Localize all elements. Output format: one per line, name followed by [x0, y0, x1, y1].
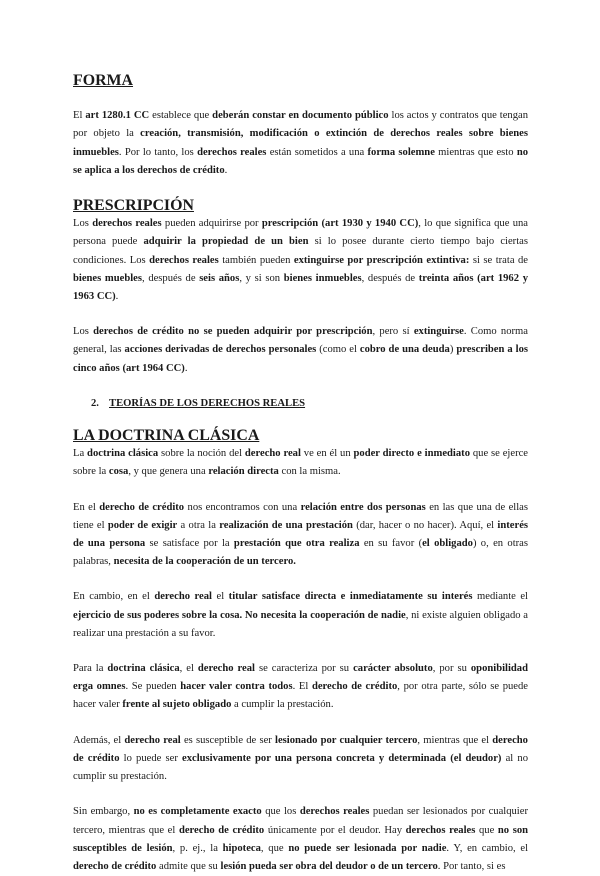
text-run: Sin embargo, — [73, 806, 134, 818]
bold-text-run: interés de una persona — [73, 519, 529, 550]
text-run: puedan ser lesionados por cualquier tercero, mientras que el — [73, 806, 528, 836]
bold-text-run: derechos reales — [149, 254, 219, 266]
heading-forma: FORMA — [73, 72, 134, 89]
bold-text-run: no se pueden adquirir por prescripción — [188, 326, 373, 338]
bold-text-run: relación directa — [208, 466, 279, 478]
bold-text-run: derechos reales — [299, 806, 370, 818]
bold-text-run: bienes inmuebles — [283, 272, 362, 284]
bold-text-run: poder de exigir — [107, 519, 178, 531]
text-run: , lo que significa que una persona puede — [73, 218, 529, 248]
text-run: Los — [73, 218, 93, 230]
bold-text-run: necesita de la cooperación de un tercero. — [113, 556, 296, 568]
text-run: ) o, en otras palabras, — [73, 538, 528, 568]
text-run: , por su — [432, 663, 471, 675]
bold-text-run: poder directo e inmediato — [353, 448, 470, 460]
text-run: , después de — [142, 272, 200, 284]
text-run: es susceptible de ser — [180, 734, 276, 746]
bold-text-run: doctrina clásica — [107, 663, 180, 675]
text-run: si lo posee durante cierto tiempo bajo ciertas condiciones. Los — [73, 236, 528, 266]
text-run: , y que genera una — [128, 466, 209, 478]
text-run: se caracteriza por su — [255, 663, 354, 675]
text-run: están sometidos a una — [266, 146, 368, 158]
text-run: al no cumplir su prestación. — [73, 752, 528, 783]
text-run: , p. ej., la — [172, 842, 223, 854]
text-run: El — [73, 110, 86, 122]
text-run: , que — [260, 842, 289, 854]
heading-prescripcion: PRESCRIPCIÓN — [73, 197, 194, 215]
text-run: En el — [73, 501, 100, 513]
bold-text-run: lesionado por cualquier tercero — [275, 734, 418, 746]
section-number: 2. — [91, 397, 99, 409]
paragraph-prescripcion-2 — [73, 323, 528, 378]
text-run: que los — [261, 806, 300, 818]
text-run: nos encontramos con una — [184, 501, 301, 513]
bold-text-run: titular satisface directa e inmediatamente su interés — [228, 591, 473, 603]
bold-text-run: creación, transmisión, modificación o extinción de derechos reales sobre bienes inmuebles — [73, 128, 528, 158]
bold-text-run: bienes muebles — [73, 272, 142, 284]
text-run: lo puede ser — [119, 752, 183, 764]
bold-text-run: extinguirse — [413, 326, 464, 338]
bold-text-run: derecho real — [124, 734, 181, 746]
paragraph-forma — [73, 107, 528, 180]
bold-text-run: extinguirse por prescripción extintiva: — [293, 254, 470, 266]
text-run: . — [224, 164, 228, 176]
bold-text-run: acciones derivadas de derechos personales — [124, 344, 317, 356]
bold-text-run: cobro de una deuda — [359, 344, 450, 356]
text-run: que — [475, 824, 498, 836]
bold-text-run: derecho de crédito — [311, 681, 398, 693]
text-run: ) — [449, 344, 457, 356]
text-run: , y si son — [239, 272, 284, 284]
text-run: a cumplir la prestación. — [231, 699, 334, 711]
heading-doctrina-clasica: LA DOCTRINA CLÁSICA — [73, 427, 260, 445]
text-run: Para la — [73, 663, 108, 675]
text-run: Además, el — [73, 734, 125, 746]
paragraph-doctrina-5 — [73, 732, 528, 787]
bold-text-run: ejercicio de sus poderes sobre la cosa. No necesita la cooperación de nadie — [73, 609, 406, 621]
text-run: , después de — [361, 272, 419, 284]
bold-text-run: forma solemne — [367, 146, 435, 158]
text-run: únicamente por el deudor. Hay — [264, 824, 406, 836]
text-run: a otra la — [177, 519, 220, 531]
text-run: en las que una de ellas tiene el — [73, 501, 528, 531]
bold-text-run: carácter absoluto — [353, 663, 433, 675]
bold-text-run: deberán constar en documento público — [212, 110, 389, 122]
text-run: establece que — [149, 110, 213, 122]
bold-text-run: derecho real — [244, 448, 301, 460]
bold-text-run: el obligado — [422, 538, 473, 550]
bold-text-run: derecho de crédito — [73, 734, 528, 764]
bold-text-run: hipoteca — [222, 842, 261, 854]
bold-text-run: lesión pueda ser obra del deudor o de un tercero — [220, 860, 438, 872]
text-run: Los — [73, 326, 94, 338]
text-run: . Y, en cambio, el — [446, 842, 529, 854]
text-run: . Como norma general, las — [73, 326, 528, 356]
text-run: En cambio, en el — [73, 591, 155, 603]
text-run: ve en él un — [300, 448, 354, 460]
text-run: admite que su — [156, 860, 221, 872]
text-run: el — [211, 591, 229, 603]
bold-text-run: adquirir la propiedad de un bien — [143, 236, 309, 248]
text-run: sobre la noción del — [158, 448, 245, 460]
bold-text-run: treinta años (art 1962 y 1963 CC) — [73, 272, 528, 303]
text-run: , ni existe alguien obligado a realizar una prestación a su favor. — [73, 609, 528, 639]
text-run: pueden adquirirse por — [161, 218, 262, 230]
bold-text-run: derecho real — [197, 663, 255, 675]
section-heading-2 — [73, 395, 528, 413]
text-run: . Por lo tanto, los — [118, 146, 198, 158]
text-run: . — [115, 291, 119, 303]
text-run: los actos y contratos que tengan por objeto la — [73, 110, 529, 140]
bold-text-run: derecho de crédito — [178, 824, 265, 836]
bold-text-run: prestación que otra realiza — [233, 538, 360, 550]
text-run: mediante el — [472, 591, 529, 603]
bold-text-run: prescripción (art 1930 y 1940 CC) — [261, 218, 419, 230]
text-run: . Se pueden — [125, 681, 181, 693]
paragraph-doctrina-6 — [73, 803, 528, 876]
bold-text-run: no es completamente exacto — [133, 806, 262, 818]
text-run: . El — [292, 681, 312, 693]
text-run: , pero sí — [372, 326, 414, 338]
text-run: mientras que esto — [434, 146, 517, 158]
text-run: , por otra parte, sólo se puede hacer valer — [73, 681, 528, 711]
paragraph-doctrina-2 — [73, 499, 528, 572]
bold-text-run: seis años — [199, 272, 240, 284]
bold-text-run: derechos reales — [197, 146, 267, 158]
bold-text-run: hacer valer contra todos — [180, 681, 293, 693]
bold-text-run: realización de una prestación — [219, 519, 353, 531]
section-title: TEORÍAS DE LOS DERECHOS REALES — [109, 397, 306, 409]
bold-text-run: derecho real — [154, 591, 212, 603]
bold-text-run: oponibilidad erga omnes — [73, 663, 528, 693]
text-run: en su favor ( — [359, 538, 423, 550]
text-run: se satisface por la — [145, 538, 234, 550]
text-run: (como el — [316, 344, 360, 356]
text-run: que se ejerce sobre la — [73, 448, 528, 478]
bold-text-run: art 1280.1 CC — [85, 110, 150, 122]
bold-text-run: derechos de crédito — [93, 326, 184, 338]
paragraph-prescripcion-1 — [73, 215, 528, 306]
text-run: , el — [179, 663, 198, 675]
bold-text-run: derechos reales — [405, 824, 476, 836]
bold-text-run: cosa — [108, 466, 129, 478]
bold-text-run: no son susceptibles de lesión — [73, 824, 529, 854]
text-run: con la misma. — [278, 466, 341, 478]
paragraph-doctrina-4 — [73, 660, 528, 715]
bold-text-run: no puede ser lesionada por nadie — [288, 842, 447, 854]
text-run: . — [184, 362, 188, 374]
text-run: si se trata de — [469, 254, 529, 266]
bold-text-run: frente al sujeto obligado — [122, 699, 232, 711]
bold-text-run: derecho de crédito — [99, 501, 185, 513]
text-run: también pueden — [218, 254, 294, 266]
paragraph-doctrina-3 — [73, 588, 528, 643]
text-run: (dar, hacer o no hacer). Aquí, el — [352, 519, 498, 531]
bold-text-run: derecho de crédito — [73, 860, 157, 872]
bold-text-run: doctrina clásica — [87, 448, 159, 460]
text-run: . Por tanto, si es — [437, 860, 506, 872]
text-run: , mientras que el — [417, 734, 493, 746]
text-run: La — [73, 448, 88, 460]
bold-text-run: prescriben a los cinco años (art 1964 CC) — [73, 344, 528, 374]
bold-text-run: derechos reales — [92, 218, 162, 230]
bold-text-run: exclusivamente por una persona concreta y determinada (el deudor) — [182, 752, 502, 764]
paragraph-doctrina-1 — [73, 445, 528, 481]
bold-text-run: no se aplica a los derechos de crédito — [73, 146, 529, 176]
bold-text-run: relación entre dos personas — [300, 501, 426, 513]
